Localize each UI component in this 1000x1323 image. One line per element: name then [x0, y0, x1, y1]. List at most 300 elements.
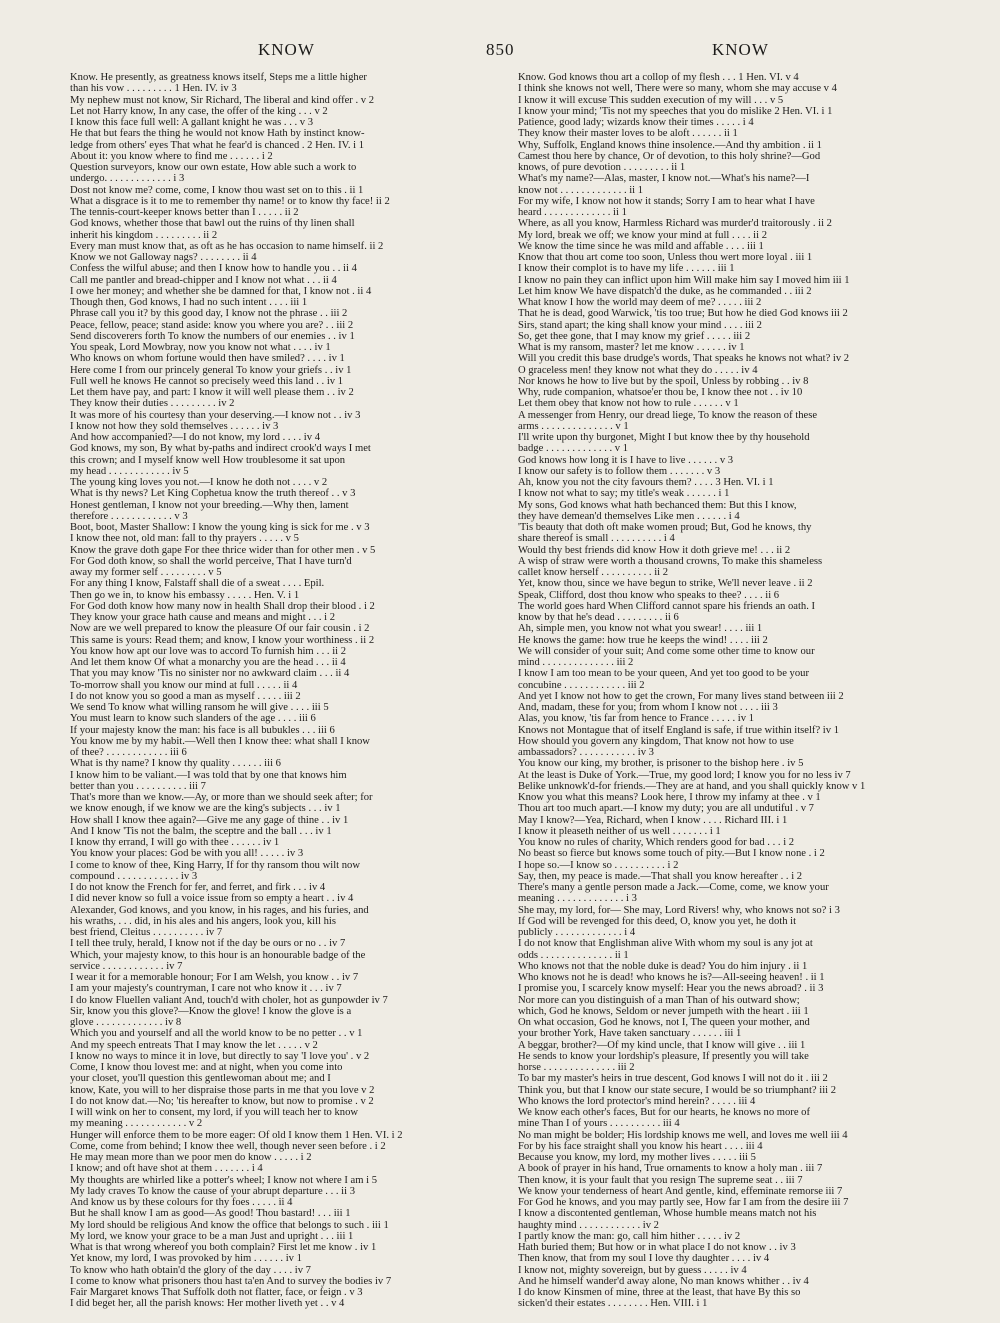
quotation-text: Come, I know thou lovest me: and at night, when you come into: [70, 1062, 343, 1073]
concordance-line: [70, 680, 496, 691]
concordance-line: [70, 308, 496, 319]
concordance-line: [518, 1096, 944, 1107]
concordance-line: [70, 1152, 496, 1163]
quotation-text: My lord should be religious And know the office that belongs to such . iii 1: [70, 1219, 389, 1231]
quotation-text: Hunger will enforce them to be more eager: Of old I know them 1 Hen. VI. i 2: [70, 1129, 403, 1141]
quotation-text: My lady craves To know the cause of your abrupt departure . . . ii 3: [70, 1185, 356, 1197]
quotation-text: Every man must know that, as oft as he has occasion to name himself. ii 2: [70, 240, 384, 252]
concordance-line: [518, 635, 944, 646]
concordance-line: [70, 1186, 496, 1197]
concordance-line: [518, 601, 944, 612]
concordance-line: [70, 297, 496, 308]
quotation-text: away my former self . . . . . . . . . v 5: [70, 567, 222, 578]
concordance-line: [518, 837, 944, 848]
concordance-line: [70, 376, 496, 387]
concordance-line: [70, 668, 496, 679]
left-column: [70, 72, 496, 1310]
concordance-line: [70, 128, 496, 139]
quotation-text: know by that he's dead . . . . . . . . . ii 6: [518, 612, 679, 623]
concordance-line: [518, 713, 944, 724]
quotation-text: If God will be revenged for this deed, O, know you yet, he doth it: [518, 915, 797, 927]
quotation-text: He may mean more than we poor men do know . . . . . i 2: [70, 1152, 312, 1163]
quotation-text: How should you govern any kingdom, That know not how to use: [518, 735, 794, 747]
concordance-line: [70, 612, 496, 623]
concordance-line: [70, 1062, 496, 1073]
concordance-line: [518, 1017, 944, 1028]
concordance-line: [518, 623, 944, 634]
quotation-text: A book of prayer in his hand, True ornaments to know a holy man . iii 7: [518, 1163, 823, 1175]
concordance-line: [518, 612, 944, 623]
quotation-text: I come to know of thee, King Harry, If for thy ransom thou wilt now: [70, 859, 360, 871]
quotation-text: his wraths, . . . did, in his ales and his angers, look you, kill his: [70, 915, 337, 927]
concordance-line: [518, 725, 944, 736]
quotation-text: I know him to be valiant.—I was told that by one that knows him: [70, 769, 347, 781]
concordance-line: [70, 590, 496, 601]
quotation-text: I know thee not, old man: fall to thy prayers . . . . . v 5: [70, 533, 299, 545]
quotation-text: inherit his kingdom . . . . . . . . . ii 2: [70, 229, 218, 241]
concordance-line: [70, 545, 496, 556]
concordance-line: [70, 252, 496, 263]
concordance-line: [518, 882, 944, 893]
concordance-line: [518, 1231, 944, 1242]
quotation-text: They know their duties . . . . . . . . . iv 2: [70, 398, 235, 410]
concordance-line: [518, 128, 944, 139]
concordance-line: [70, 455, 496, 466]
quotation-text: concubine . . . . . . . . . . . . iii 2: [518, 679, 645, 691]
concordance-line: [70, 623, 496, 634]
quotation-text: Nor more can you distinguish of a man Than of his outward show;: [518, 994, 800, 1006]
quotation-text: badge . . . . . . . . . . . . . v 1: [518, 443, 629, 455]
quotation-text: The world goes hard When Clifford cannot spare his friends an oath. I: [518, 600, 816, 612]
quotation-text: Boot, boot, Master Shallow: I know the young king is sick for me . v 3: [70, 522, 370, 533]
concordance-line: [518, 668, 944, 679]
quotation-text: My sons, God knows what hath bechanced them: But this I know,: [518, 499, 797, 511]
quotation-text: I know a discontented gentleman, Whose humble means match not his: [518, 1208, 817, 1220]
quotation-text: Let them have pay, and part: I know it will well please them . . iv 2: [70, 387, 354, 398]
quotation-text: I know no ways to mince it in love, but directly to say 'I love you' . v 2: [70, 1050, 370, 1062]
concordance-line: [518, 938, 944, 949]
quotation-text: God knows how long it is I have to live . . . . . . v 3: [518, 454, 734, 466]
quotation-text: arms . . . . . . . . . . . . . . v 1: [518, 420, 629, 432]
concordance-line: [70, 972, 496, 983]
quotation-text: know, Kate, you will to her dispraise those parts in me that you love v 2: [70, 1084, 375, 1096]
concordance-line: [70, 95, 496, 106]
concordance-line: [518, 83, 944, 94]
concordance-line: [70, 443, 496, 454]
concordance-line: [70, 1287, 496, 1298]
concordance-line: [518, 410, 944, 421]
concordance-line: [518, 826, 944, 837]
concordance-line: [518, 1062, 944, 1073]
quotation-text: this crown; and I myself know well How troublesome it sat upon: [70, 454, 346, 466]
concordance-line: [70, 1073, 496, 1084]
concordance-line: [518, 218, 944, 229]
concordance-line: [518, 1186, 944, 1197]
concordance-line: [70, 140, 496, 151]
quotation-text: Send discoverers forth To know the numbers of our enemies . . iv 1: [70, 330, 355, 342]
concordance-line: [70, 950, 496, 961]
concordance-line: [518, 893, 944, 904]
concordance-line: [70, 882, 496, 893]
quotation-text: A beggar, brother?—Of my kind uncle, that I know will give . . iii 1: [518, 1039, 806, 1051]
quotation-text: Know you what this means? Look here, I throw my infamy at thee . v 1: [518, 792, 821, 803]
concordance-line: [70, 837, 496, 848]
quotation-text: I owe her money; and whether she be damned for that, I know not . ii 4: [70, 285, 372, 297]
quotation-text: I know your mind; 'Tis not my speeches that you do mislike 2 Hen. VI. i 1: [518, 105, 833, 117]
quotation-text: My lord, we know your grace to be a man Just and upright . . . iii 1: [70, 1230, 354, 1242]
quotation-text: I know it will excuse This sudden execution of my will . . . v 5: [518, 94, 784, 106]
concordance-line: [518, 567, 944, 578]
quotation-text: And know us by these colours for thy foes . . . . . ii 4: [70, 1197, 293, 1208]
concordance-line: [518, 770, 944, 781]
concordance-line: [70, 938, 496, 949]
concordance-line: [70, 657, 496, 668]
concordance-line: [70, 1085, 496, 1096]
quotation-text: And how accompanied?—I do not know, my lord . . . . iv 4: [70, 432, 320, 443]
quotation-text: I know I am too mean to be your queen, And yet too good to be your: [518, 668, 809, 680]
concordance-line: [518, 792, 944, 803]
quotation-text: Yet know, my lord, I was provoked by him . . . . . . iv 1: [70, 1253, 302, 1265]
concordance-line: [70, 747, 496, 758]
quotation-text: What's my name?—Alas, master, I know not.—What's his name?—I: [518, 173, 810, 185]
quotation-text: Then know, that from my soul I love thy daughter . . . . iv 4: [518, 1253, 770, 1265]
page-number: 850: [486, 40, 515, 59]
concordance-line: [518, 1152, 944, 1163]
quotation-text: we know enough, if we know we are the king's subjects . . . iv 1: [70, 803, 341, 815]
concordance-line: [70, 185, 496, 196]
concordance-line: [70, 702, 496, 713]
quotation-text: Know. God knows thou art a collop of my flesh . . . 1 Hen. VI. v 4: [518, 72, 799, 83]
concordance-line: [518, 1276, 944, 1287]
quotation-text: I do know Kinsmen of mine, three at the least, that have By this so: [518, 1287, 801, 1298]
quotation-text: compound . . . . . . . . . . . . iv 3: [70, 870, 198, 882]
quotation-text: haughty mind . . . . . . . . . . . . iv 2: [518, 1219, 659, 1231]
concordance-line: [70, 151, 496, 162]
quotation-text: Who knows not that the noble duke is dead? You do him injury . ii 1: [518, 960, 808, 972]
concordance-line: [70, 72, 496, 83]
concordance-line: [70, 848, 496, 859]
quotation-text: O graceless men! they know not what they do . . . . . iv 4: [518, 364, 758, 376]
quotation-text: mine Than I of yours . . . . . . . . . . iii 4: [518, 1118, 680, 1130]
quotation-text: I wear it for a memorable honour; For I am Welsh, you know . . iv 7: [70, 972, 359, 983]
quotation-text: God knows, whether those that bawl out the ruins of thy linen shall: [70, 218, 355, 230]
quotation-text: And, madam, these for you; from whom I know not . . . . iii 3: [518, 702, 778, 713]
running-head-right: KNOW: [712, 40, 769, 59]
quotation-text: How shall I know thee again?—Give me any gage of thine . . iv 1: [70, 814, 349, 826]
quotation-text: If your majesty know the man: his face is all bubukles . . . iii 6: [70, 724, 335, 736]
concordance-line: [518, 545, 944, 556]
quotation-text: Here come I from our princely general To know your griefs . . iv 1: [70, 364, 352, 376]
quotation-text: Know that thou art come too soon, Unless thou wert more loyal . iii 1: [518, 252, 813, 263]
concordance-line: [70, 860, 496, 871]
quotation-text: I know it pleaseth neither of us well . . . . . . . i 1: [518, 825, 721, 837]
quotation-text: I am your majesty's countryman, I care not who know it . . . iv 7: [70, 983, 342, 995]
concordance-line: [518, 803, 944, 814]
concordance-line: [70, 961, 496, 972]
concordance-line: [518, 230, 944, 241]
quotation-text: ledge from others' eyes That what he fear'd is chanced . 2 Hen. IV. i 1: [70, 139, 365, 151]
quotation-text: I know this face full well: A gallant knight he was . . . v 3: [70, 117, 314, 128]
quotation-text: We will consider of your suit; And come some other time to know our: [518, 645, 815, 657]
quotation-text: Ah, know you not the city favours them? . . . . 3 Hen. VI. i 1: [518, 477, 774, 488]
concordance-line: [70, 410, 496, 421]
concordance-line: [518, 443, 944, 454]
quotation-text: Where, as all you know, Harmless Richard was murder'd traitorously . ii 2: [518, 218, 832, 230]
concordance-line: [70, 466, 496, 477]
quotation-text: They know their master loves to be aloft . . . . . . ii 1: [518, 128, 738, 140]
concordance-line: [518, 995, 944, 1006]
concordance-line: [518, 500, 944, 511]
concordance-line: [70, 1107, 496, 1118]
quotation-text: But he shall know I am as good—As good! Thou bastard! . . . iii 1: [70, 1208, 351, 1220]
concordance-line: [70, 353, 496, 364]
quotation-text: Alexander, God knows, and you know, in his rages, and his furies, and: [70, 904, 369, 916]
concordance-line: [70, 713, 496, 724]
quotation-text: my meaning . . . . . . . . . . . . v 2: [70, 1118, 203, 1130]
quotation-text: I do not know that Englishman alive With whom my soul is any jot at: [518, 938, 813, 950]
quotation-text: I partly know the man: go, call him hither . . . . . iv 2: [518, 1230, 741, 1242]
quotation-text: service . . . . . . . . . . . . iv 7: [70, 960, 183, 972]
concordance-line: [518, 1175, 944, 1186]
concordance-line: [70, 286, 496, 297]
concordance-line: [70, 83, 496, 94]
concordance-line: [70, 803, 496, 814]
quotation-text: Will you credit this base drudge's words, That speaks he knows not what? iv 2: [518, 353, 850, 365]
quotation-text: glove . . . . . . . . . . . . . iv 8: [70, 1017, 182, 1028]
quotation-text: I know not, mighty sovereign, but by guess . . . . . iv 4: [518, 1264, 747, 1276]
quotation-text: Let them obey that know not how to rule . . . . . . v 1: [518, 398, 739, 410]
quotation-text: You know how apt our love was to accord To furnish him . . . ii 2: [70, 645, 347, 657]
quotation-text: Why, Suffolk, England knows thine insolence.—And thy ambition . ii 1: [518, 139, 822, 151]
quotation-text: He knows the game: how true he keeps the wind! . . . . iii 2: [518, 634, 768, 646]
quotation-text: I will wink on her to consent, my lord, if you will teach her to know: [70, 1107, 359, 1118]
quotation-text: You know me by my habit.—Well then I know thee: what shall I know: [70, 735, 370, 747]
concordance-line: [518, 1242, 944, 1253]
quotation-text: therefore . . . . . . . . . . . . v 3: [70, 510, 188, 522]
concordance-line: [518, 1051, 944, 1062]
concordance-line: [70, 1118, 496, 1129]
quotation-text: share thereof is small . . . . . . . . . . i 4: [518, 533, 675, 545]
quotation-text: I did never know so full a voice issue from so empty a heart . . iv 4: [70, 893, 354, 905]
concordance-line: [70, 1265, 496, 1276]
quotation-text: Honest gentleman, I know not your breeding.—Why then, lament: [70, 499, 349, 511]
quotation-text: Which, your majesty know, to this hour is an honourable badge of the: [70, 949, 366, 961]
concordance-line: [518, 421, 944, 432]
concordance-line: [518, 646, 944, 657]
concordance-line: [518, 1073, 944, 1084]
concordance-line: [70, 117, 496, 128]
quotation-text: And my speech entreats That I may know the let . . . . . v 2: [70, 1039, 318, 1051]
concordance-line: [70, 983, 496, 994]
quotation-text: Confess the wilful abuse; and then I know how to handle you . . ii 4: [70, 263, 357, 275]
quotation-text: your brother York, Have taken sanctuary . . . . . . iii 1: [518, 1028, 742, 1040]
concordance-line: [70, 477, 496, 488]
concordance-line: [518, 691, 944, 702]
quotation-text: Let him know We have dispatch'd the duke, as he commanded . . iii 2: [518, 285, 812, 297]
quotation-text: They know your grace hath cause and means and might . . . i 2: [70, 612, 336, 623]
concordance-line: [518, 286, 944, 297]
quotation-text: There's many a gentle person made a Jack.—Come, come, we know your: [518, 882, 829, 893]
concordance-line: [70, 365, 496, 376]
concordance-line: [518, 320, 944, 331]
quotation-text: Now are we well prepared to know the pleasure Of our fair cousin . i 2: [70, 623, 370, 635]
concordance-line: [518, 140, 944, 151]
concordance-line: [518, 488, 944, 499]
quotation-text: 'Tis beauty that doth oft make women proud; But, God he knows, thy: [518, 522, 812, 533]
concordance-line: [518, 297, 944, 308]
concordance-line: [518, 72, 944, 83]
quotation-text: I know thy errand, I will go with thee . . . . . . iv 1: [70, 837, 280, 848]
concordance-line: [70, 1242, 496, 1253]
concordance-line: [518, 1253, 944, 1264]
quotation-text: Fair Margaret knows That Suffolk doth not flatter, face, or feign . v 3: [70, 1287, 363, 1298]
concordance-line: [70, 1051, 496, 1062]
concordance-line: [70, 207, 496, 218]
quotation-text: I do know Fluellen valiant And, touch'd with choler, hot as gunpowder iv 7: [70, 994, 388, 1006]
quotation-text: And he himself wander'd away alone, No man knows whither . . iv 4: [518, 1275, 809, 1287]
quotation-text: What is my ransom, master? let me know . . . . . . iv 1: [518, 342, 745, 353]
quotation-text: I do not know you so good a man as myself . . . . . iii 2: [70, 690, 301, 702]
concordance-line: [70, 1028, 496, 1039]
quotation-text: He sends to know your lordship's pleasure, If presently you will take: [518, 1050, 809, 1062]
concordance-line: [70, 646, 496, 657]
concordance-line: [518, 848, 944, 859]
quotation-text: May I know?—Yea, Richard, when I know . . . . Richard III. i 1: [518, 814, 788, 826]
quotation-text: God knows, my son, By what by-paths and indirect crook'd ways I met: [70, 443, 371, 455]
concordance-line: [518, 95, 944, 106]
quotation-text: Because you know, my lord, my mother lives . . . . . iii 5: [518, 1152, 756, 1163]
concordance-line: [518, 1130, 944, 1141]
concordance-line: [518, 972, 944, 983]
quotation-text: than his vow . . . . . . . . . 1 Hen. IV. iv 3: [70, 83, 237, 95]
quotation-text: I know not how they sold themselves . . . . . . iv 3: [70, 420, 279, 432]
concordance-line: [70, 1006, 496, 1017]
quotation-text: For God doth know how many now in health Shall drop their blood . i 2: [70, 600, 375, 612]
concordance-line: [518, 815, 944, 826]
concordance-line: [70, 342, 496, 353]
quotation-text: Ah, simple men, you know not what you swear! . . . . iii 1: [518, 623, 763, 635]
concordance-line: [518, 680, 944, 691]
quotation-text: For by his face straight shall you know his heart . . . . iii 4: [518, 1140, 763, 1152]
concordance-line: [518, 758, 944, 769]
quotation-text: We know the time since he was mild and affable . . . . iii 1: [518, 240, 764, 252]
quotation-text: Sirs, stand apart; the king shall know your mind . . . . iii 2: [518, 319, 762, 331]
concordance-line: [70, 770, 496, 781]
quotation-text: I know not what to say; my title's weak . . . . . . i 1: [518, 488, 730, 500]
concordance-line: [518, 275, 944, 286]
quotation-text: What is thy name? I know thy quality . . . . . . iii 6: [70, 758, 281, 770]
concordance-line: [70, 927, 496, 938]
concordance-line: [518, 1287, 944, 1298]
concordance-line: [70, 916, 496, 927]
concordance-line: [70, 1197, 496, 1208]
concordance-line: [70, 398, 496, 409]
concordance-line: [70, 995, 496, 1006]
concordance-line: [518, 860, 944, 871]
quotation-text: To bar my master's heirs in true descent, God knows I will not do it . iii 2: [518, 1073, 828, 1085]
concordance-line: [518, 353, 944, 364]
quotation-text: heard . . . . . . . . . . . . . ii 1: [518, 207, 627, 218]
quotation-text: The young king loves you not.—I know he doth not . . . . v 2: [70, 477, 328, 488]
quotation-text: I promise you, I scarcely know myself: Hear you the news abroad? . ii 3: [518, 983, 824, 995]
quotation-text: horse . . . . . . . . . . . . . . iii 2: [518, 1062, 635, 1073]
concordance-line: [70, 173, 496, 184]
quotation-text: A wisp of straw were worth a thousand crowns, To make this shameless: [518, 555, 823, 567]
concordance-line: [518, 241, 944, 252]
concordance-line: [518, 196, 944, 207]
concordance-line: [70, 263, 496, 274]
concordance-line: [518, 162, 944, 173]
quotation-text: better than you . . . . . . . . . . iii 7: [70, 780, 206, 792]
concordance-line: [518, 1107, 944, 1118]
quotation-text: This same is yours: Read them; and know, I know your worthiness . ii 2: [70, 634, 375, 646]
concordance-line: [70, 635, 496, 646]
quotation-text: The tennis-court-keeper knows better than I . . . . . ii 2: [70, 207, 299, 218]
quotation-text: My lord, break we off; we know your mind at full . . . . ii 2: [518, 229, 768, 241]
quotation-text: On what occasion, God he knows, not I, The queen your mother, and: [518, 1017, 810, 1028]
concordance-line: [70, 781, 496, 792]
quotation-text: I do not know dat.—No; 'tis hereafter to know, but now to promise . v 2: [70, 1095, 374, 1107]
concordance-line: [518, 263, 944, 274]
quotation-text: Peace, fellow, peace; stand aside: know you where you are? . . iii 2: [70, 319, 354, 331]
concordance-line: [70, 758, 496, 769]
quotation-text: mind . . . . . . . . . . . . . . iii 2: [518, 657, 634, 668]
concordance-line: [518, 185, 944, 196]
quotation-text: That's more than we know.—Ay, or more than we should seek after; for: [70, 792, 373, 803]
quotation-text: ambassadors? . . . . . . . . . . . iv 3: [518, 747, 654, 758]
concordance-line: [518, 207, 944, 218]
concordance-line: [518, 387, 944, 398]
concordance-line: [518, 151, 944, 162]
quotation-text: At the least is Duke of York.—True, my good lord; I know you for no less iv 7: [518, 769, 851, 781]
concordance-line: [518, 736, 944, 747]
concordance-line: [518, 331, 944, 342]
concordance-line: [518, 365, 944, 376]
quotation-text: A messenger from Henry, our dread liege, To know the reason of these: [518, 409, 818, 421]
concordance-line: [518, 961, 944, 972]
concordance-line: [518, 466, 944, 477]
concordance-line: [518, 578, 944, 589]
quotation-text: He that but fears the thing he would not know Hath by instinct know-: [70, 128, 365, 140]
quotation-text: I know our safety is to follow them . . . . . . . v 3: [518, 465, 721, 477]
concordance-line: [70, 522, 496, 533]
concordance-line: [70, 533, 496, 544]
concordance-line: [518, 376, 944, 387]
quotation-text: Think you, but that I know our state secure, I would be so triumphant? iii 2: [518, 1084, 837, 1096]
concordance-line: [70, 725, 496, 736]
concordance-line: [518, 342, 944, 353]
quotation-text: Know the grave doth gape For thee thrice wider than for other men . v 5: [70, 544, 376, 556]
quotation-text: which, God he knows, Seldom or never jumpeth with the heart . iii 1: [518, 1005, 809, 1017]
concordance-line: [70, 218, 496, 229]
concordance-line: [70, 1040, 496, 1051]
concordance-line: [518, 905, 944, 916]
quotation-text: my head . . . . . . . . . . . . iv 5: [70, 465, 189, 477]
quotation-text: You know our king, my brother, is prisoner to the bishop here . iv 5: [518, 758, 804, 770]
quotation-text: Call me pantler and bread-chipper and I know not what . . . ii 4: [70, 274, 337, 286]
quotation-text: What is thy news? Let King Cophetua know the truth thereof . . v 3: [70, 488, 356, 500]
concordance-line: [518, 590, 944, 601]
quotation-text: My nephew must not know, Sir Richard, The liberal and kind offer . v 2: [70, 94, 375, 106]
quotation-text: Thou art too much apart.—I know my duty; you are all undutiful . v 7: [518, 803, 814, 815]
concordance-line: [70, 826, 496, 837]
quotation-text: Know we not Galloway nags? . . . . . . . . ii 4: [70, 252, 257, 263]
concordance-line: [518, 455, 944, 466]
concordance-line: [518, 398, 944, 409]
quotation-text: Question surveyors, know our own estate, How able such a work to: [70, 162, 357, 173]
quotation-text: undergo. . . . . . . . . . . . . i 3: [70, 173, 185, 185]
concordance-line: [518, 1006, 944, 1017]
